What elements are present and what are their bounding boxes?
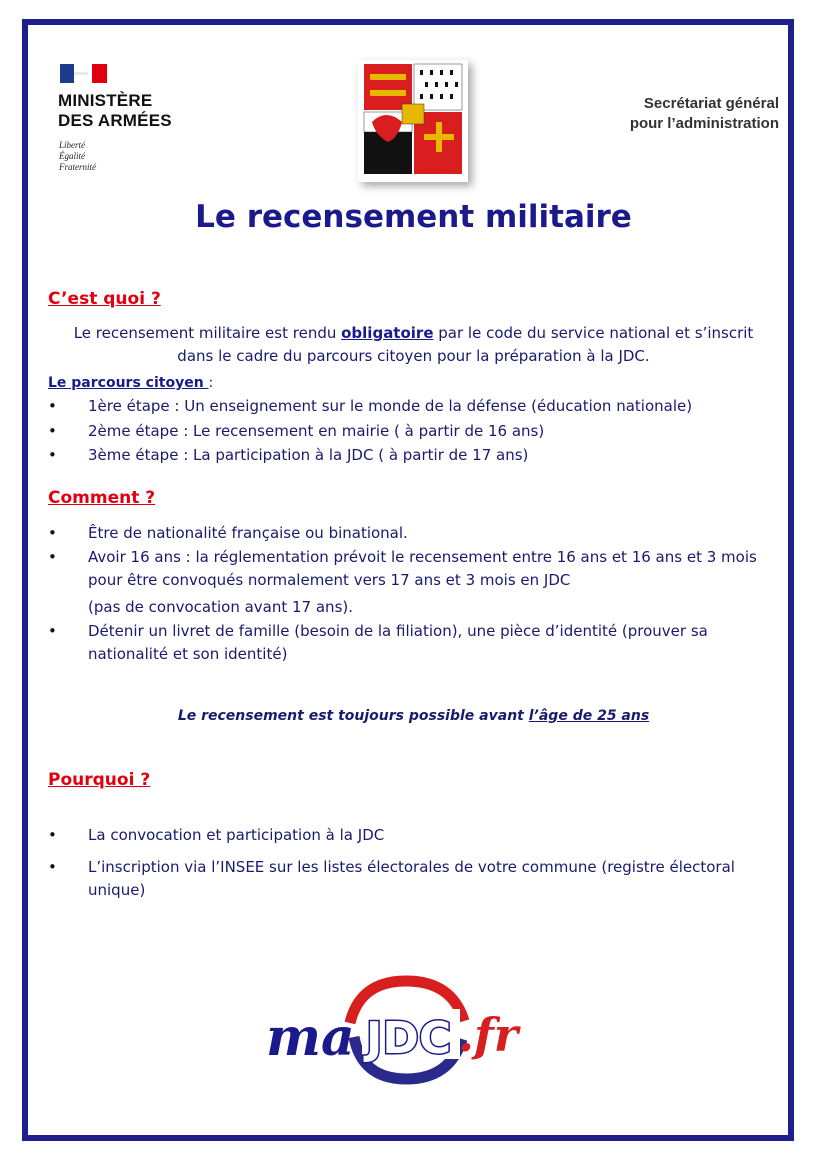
- bullet: •: [48, 622, 57, 640]
- bullet: •: [48, 397, 57, 415]
- intro-paragraph: Le recensement militaire est rendu obligatoire par le code du service national et s’inscrit dans le cadre du parcours citoyen pour la préparation à la JDC.: [73, 324, 754, 365]
- republic-motto: Liberté Égalité Fraternité: [59, 140, 96, 172]
- marianne-flag-icon: [60, 64, 107, 83]
- section-heading-comment: Comment ?: [48, 488, 156, 508]
- bullet: •: [48, 826, 57, 844]
- secretariat-general-label: Secrétariat général pour l’administration: [629, 95, 779, 132]
- svg-text:ma: ma: [266, 1007, 355, 1068]
- svg-text:.fr: .fr: [458, 1008, 519, 1062]
- parcours-citoyen-label: Le parcours citoyen :: [48, 375, 214, 391]
- ministry-name: MINISTÈRE DES ARMÉES: [58, 91, 172, 130]
- age-limit-note: Le recensement est toujours possible avant l’âge de 25 ans: [177, 708, 650, 724]
- svg-text:JDC: JDC: [366, 1013, 452, 1064]
- bullet: •: [48, 524, 57, 542]
- obligatoire-emphasis: obligatoire: [341, 324, 434, 342]
- bullet: •: [48, 422, 57, 440]
- section-heading-pourquoi: Pourquoi ?: [48, 770, 151, 790]
- section-heading-cest-quoi: C’est quoi ?: [48, 289, 161, 309]
- coat-of-arms-icon: [358, 60, 468, 182]
- bullet: •: [48, 548, 57, 566]
- bullet: •: [48, 858, 57, 876]
- page-title: Le recensement militaire: [195, 199, 632, 235]
- majdc-logo: [262, 975, 542, 1085]
- bullet: •: [48, 446, 57, 464]
